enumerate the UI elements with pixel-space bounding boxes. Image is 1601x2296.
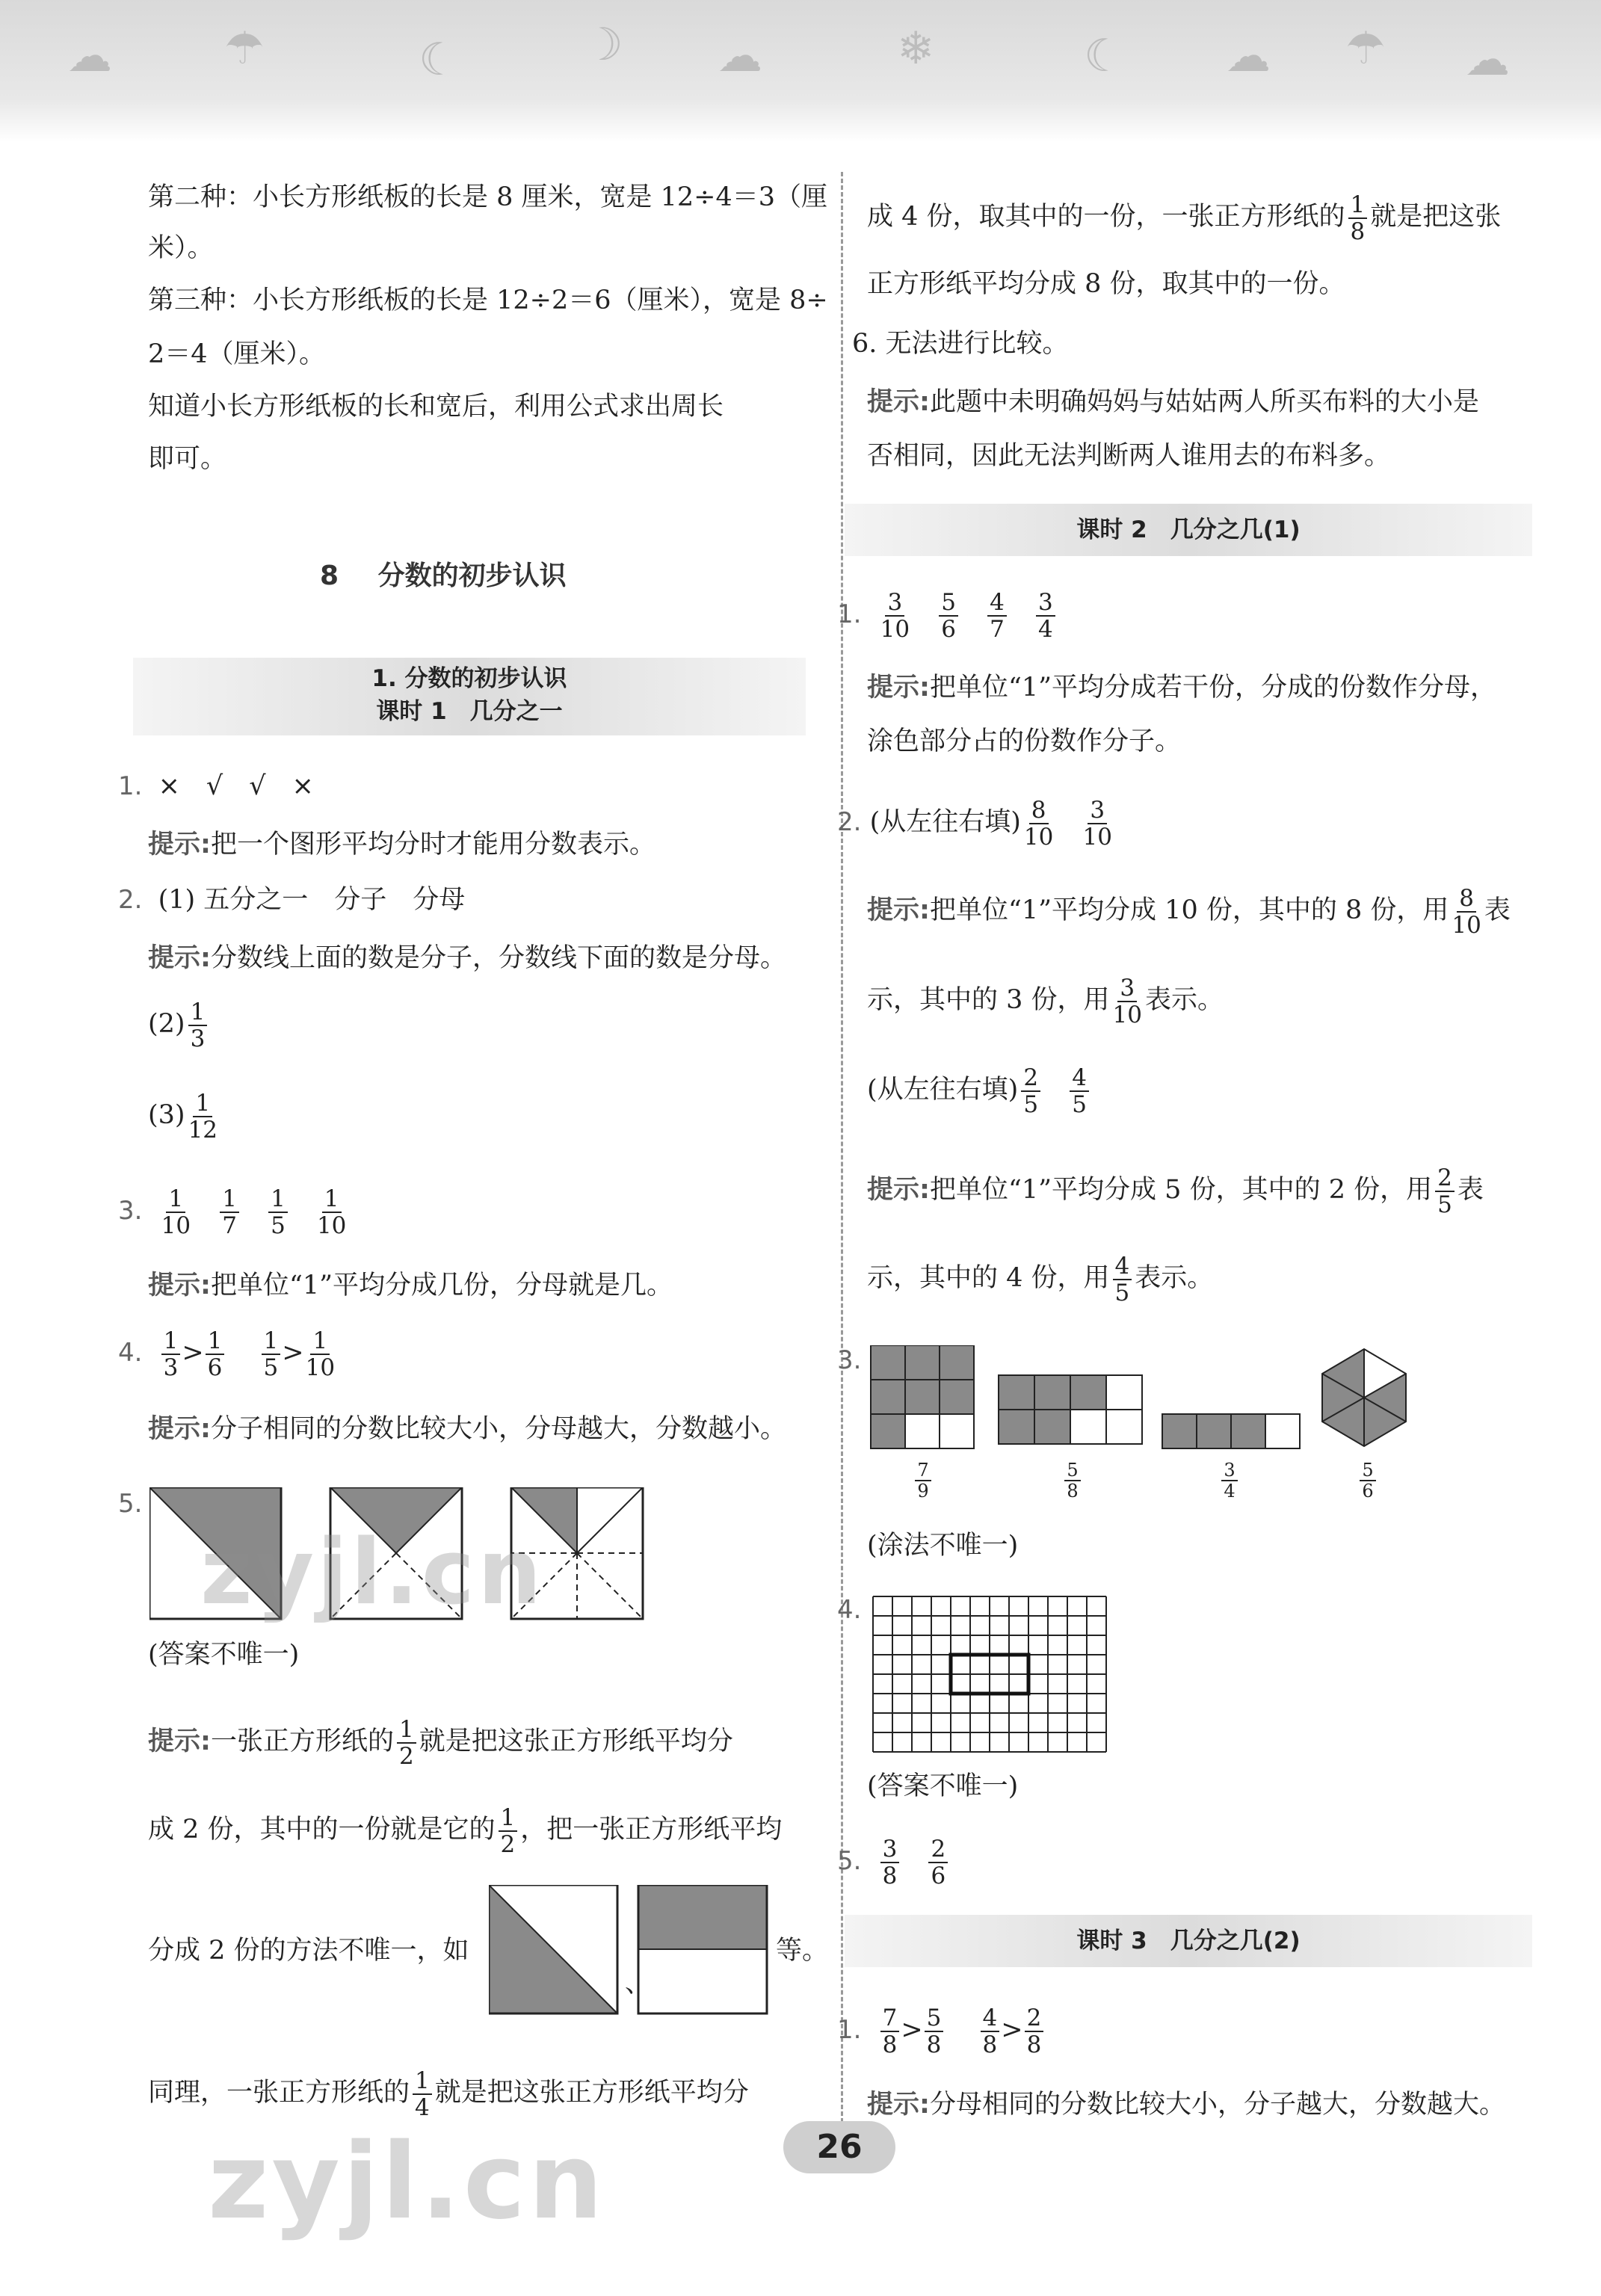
fraction (262, 1328, 281, 1380)
hint-text: 就是把这张正方形纸平均分 (419, 1726, 733, 1756)
numerator: 4 (981, 2005, 1000, 2032)
hint-text: 成 2 份，其中的一份就是它的 (148, 1815, 496, 1845)
numerator: 7 (880, 2005, 900, 2032)
fraction (188, 999, 208, 1052)
answer: × √ √ × (158, 771, 314, 801)
fraction (987, 590, 1007, 642)
denominator: 7 (222, 1212, 237, 1239)
denominator: 6 (1362, 1481, 1374, 1502)
hexagon-figure (1322, 1349, 1406, 1446)
answer-note: (涂法不唯一) (867, 1531, 1019, 1561)
numerator: 7 (915, 1460, 931, 1481)
numerator: 1 (499, 1805, 518, 1832)
numerator: 1 (322, 1186, 342, 1213)
hint-text: 同理，一张正方形纸的 (148, 2078, 410, 2108)
separator: 、 (625, 1969, 652, 1999)
numerator: 1 (1348, 192, 1368, 219)
denominator: 4 (415, 2093, 430, 2121)
hint-line (867, 880, 1511, 940)
hint-line (148, 828, 655, 861)
denominator: 7 (990, 615, 1005, 643)
numerator: 5 (925, 2005, 944, 2032)
hint-label: 提示: (148, 1271, 211, 1300)
cloud-icon: ☁ (718, 30, 762, 82)
hint-line: 否相同，因此无法判断两人谁用去的布料多。 (867, 441, 1391, 471)
numerator: 3 (1221, 1460, 1237, 1481)
question-4 (837, 1593, 861, 1626)
chapter-number: 8 (320, 561, 339, 591)
hint-text: 把单位“1”平均分成若干份，分成的份数作分母， (930, 673, 1497, 703)
question-1 (837, 2000, 1054, 2060)
denominator: 10 (305, 1354, 336, 1381)
hint-text: 把单位“1”平均分成 10 份，其中的 8 份，用 (930, 895, 1449, 925)
watermark: zyjl.cn (208, 2121, 606, 2243)
fraction (1435, 1165, 1455, 1218)
hint-line (148, 1269, 673, 1302)
question-number: 1. (837, 2015, 862, 2045)
greater-than: > (901, 2015, 923, 2045)
fraction (413, 2068, 432, 2120)
question-2 (118, 883, 465, 916)
denominator: 10 (880, 615, 910, 643)
hint-text: 示，其中的 3 份，用 (867, 985, 1110, 1015)
text-line (867, 187, 1501, 247)
hint-line (867, 671, 1496, 704)
hint-line: 涂色部分占的份数作分子。 (867, 726, 1182, 756)
grid-3x3-figure (871, 1345, 974, 1448)
denominator: 6 (931, 1862, 946, 1889)
grid-2x4-figure (999, 1375, 1142, 1444)
question-1 (118, 770, 314, 803)
numerator: 4 (1113, 1253, 1132, 1280)
denominator: 8 (926, 2031, 942, 2058)
fraction (1348, 192, 1368, 244)
denominator: 5 (1023, 1090, 1039, 1118)
fraction (1452, 886, 1481, 938)
hint-label: 提示: (867, 1175, 930, 1205)
answer-prefix: (从左往右填) (869, 807, 1021, 837)
denominator: 8 (1350, 217, 1366, 245)
answer: (1) 五分之一 分子 分母 (158, 885, 466, 915)
denominator: 8 (982, 2031, 998, 2058)
denominator: 8 (882, 2031, 898, 2058)
moon-icon: ☾ (419, 34, 459, 86)
sub-number: (3) (148, 1100, 185, 1130)
fraction (880, 2005, 900, 2058)
numerator: 2 (1435, 1165, 1455, 1192)
numerator: 1 (206, 1328, 225, 1355)
hint-label: 提示: (148, 830, 211, 860)
answer-note: (答案不唯一) (867, 1771, 1019, 1801)
cloud-icon: ☁ (67, 30, 112, 82)
section-title: 1. 分数的初步认识 (371, 665, 567, 692)
numerator: 1 (413, 2068, 432, 2095)
hint-line (148, 1413, 786, 1445)
figure-caption (901, 1460, 946, 1501)
numerator: 1 (268, 1186, 288, 1213)
numerator: 1 (161, 1328, 181, 1355)
hint-label: 提示: (867, 895, 930, 925)
page-number: 26 (783, 2121, 895, 2173)
text-line: 即可。 (148, 444, 227, 474)
question-3 (837, 1344, 861, 1377)
fraction (925, 2005, 944, 2058)
denominator: 8 (882, 1862, 898, 1889)
question-number: 1. (118, 771, 143, 801)
numerator: 2 (928, 1836, 948, 1863)
question-5 (118, 1487, 142, 1520)
column-divider (841, 172, 843, 2123)
numerator: 1 (220, 1186, 239, 1213)
fraction (880, 590, 910, 642)
numerator: 8 (1457, 886, 1476, 913)
fraction-shading-figures (867, 1345, 1465, 1457)
hint-line (867, 386, 1479, 419)
hint-text: 就是把这张正方形纸平均分 (434, 2078, 749, 2108)
denominator: 10 (1452, 911, 1481, 939)
snow-icon: ❄ (897, 22, 935, 75)
chapter-title: 分数的初步认识 (377, 561, 567, 591)
numerator: 1 (193, 1090, 212, 1117)
numerator: 1 (188, 999, 208, 1026)
question-number: 3. (837, 1345, 862, 1375)
denominator: 10 (1023, 823, 1054, 851)
fraction (220, 1186, 239, 1238)
hint-text: 一张正方形纸的 (211, 1726, 395, 1756)
fraction (1024, 797, 1053, 850)
moon-icon: ☾ (1084, 30, 1124, 82)
denominator: 5 (1437, 1191, 1452, 1218)
hint-line (867, 1248, 1213, 1308)
numerator: 2 (1021, 1065, 1040, 1092)
fraction (1025, 2005, 1044, 2058)
hint-label: 提示: (148, 1414, 211, 1444)
question-2 (837, 792, 1123, 852)
text-line: 米）。 (148, 233, 214, 263)
header-banner (0, 0, 1601, 142)
numerator: 3 (1088, 797, 1107, 824)
hint-text: 分成 2 份的方法不唯一，如 (148, 1936, 469, 1966)
greater-than: > (282, 1338, 304, 1368)
hint-line (148, 1712, 733, 1771)
hint-text: 分子相同的分数比较大小，分母越大，分数越小。 (211, 1414, 787, 1444)
hint-text: ，把一张正方形纸平均 (520, 1815, 783, 1845)
numerator: 1 (310, 1328, 330, 1355)
denominator: 10 (1082, 823, 1112, 851)
fraction (1113, 1253, 1132, 1306)
fraction (188, 1090, 218, 1143)
section-header-3: 课时 3 几分之几(2) (845, 1915, 1532, 1967)
numerator: 3 (885, 590, 904, 617)
numerator: 2 (1025, 2005, 1044, 2032)
question-4 (118, 1323, 345, 1383)
answer-line (148, 1085, 228, 1145)
fraction (306, 1328, 335, 1380)
fraction (499, 1805, 518, 1857)
cloud-icon: ☁ (1465, 34, 1510, 86)
hint-text: 分母相同的分数比较大小，分子越大，分数越大。 (930, 2090, 1506, 2120)
numerator: 3 (1117, 975, 1137, 1002)
section-subtitle: 课时 1 几分之一 (376, 698, 563, 725)
text: 成 4 份，取其中的一份，一张正方形纸的 (867, 202, 1345, 232)
moon-icon: ☽ (583, 19, 623, 71)
fraction (161, 1186, 191, 1238)
fraction (1064, 1460, 1080, 1501)
question-5 (837, 1831, 958, 1891)
question-number: 1. (837, 599, 862, 629)
numerator: 1 (262, 1328, 281, 1355)
hint-text: 表示。 (1144, 985, 1224, 1015)
fraction (1021, 1065, 1040, 1117)
strip-1x4-figure (1162, 1414, 1300, 1448)
fraction (317, 1186, 346, 1238)
greater-than: > (182, 1338, 204, 1368)
denominator: 10 (316, 1212, 347, 1239)
hint-text: 示，其中的 4 份，用 (867, 1263, 1110, 1293)
figure-caption (1050, 1460, 1095, 1501)
fraction (206, 1328, 225, 1380)
text-line: 2＝4（厘米）。 (148, 339, 326, 369)
figure-caption (1345, 1460, 1390, 1501)
text-line: 第三种：小长方形纸板的长是 12÷2＝6（厘米），宽是 8÷ (148, 286, 828, 315)
question-3 (118, 1181, 357, 1241)
numerator: 3 (880, 1836, 900, 1863)
section-header (133, 658, 806, 735)
figure-caption (1207, 1460, 1252, 1501)
numerator: 3 (1036, 590, 1055, 617)
numerator: 4 (987, 590, 1007, 617)
hint-label: 提示: (867, 673, 930, 703)
fraction (1083, 797, 1112, 850)
question-number: 5. (118, 1489, 143, 1519)
fraction (1036, 590, 1055, 642)
fraction (981, 2005, 1000, 2058)
question-number: 5. (837, 1846, 862, 1876)
fraction (1113, 975, 1142, 1028)
numerator: 8 (1029, 797, 1049, 824)
denominator: 4 (1037, 615, 1053, 643)
question-number: 2. (837, 807, 862, 837)
watermark: zyjl.cn (200, 1521, 545, 1625)
denominator: 4 (1224, 1481, 1236, 1502)
denominator: 5 (1072, 1090, 1087, 1118)
hint-text: 表 (1484, 895, 1511, 925)
denominator: 5 (1114, 1279, 1130, 1306)
answer-note: (答案不唯一) (148, 1640, 300, 1670)
denominator: 2 (399, 1742, 414, 1770)
hint-label: 提示: (867, 2090, 930, 2120)
fraction (1360, 1460, 1375, 1501)
answer-line (148, 994, 218, 1054)
question-number: 4. (118, 1338, 143, 1368)
hint-line (867, 970, 1224, 1030)
hint-label: 提示: (148, 1726, 211, 1756)
hint-text: 把单位“1”平均分成 5 份，其中的 2 份，用 (930, 1175, 1433, 1205)
hint-text: 分数线上面的数是分子，分数线下面的数是分母。 (211, 943, 787, 973)
text: 就是把这张 (1370, 202, 1502, 232)
text-line: 正方形纸平均分成 8 份，取其中的一份。 (867, 269, 1345, 299)
section-header-2: 课时 2 几分之几(1) (845, 504, 1532, 556)
question-1 (837, 584, 1066, 644)
answer-line (867, 1060, 1099, 1120)
numerator: 1 (397, 1717, 416, 1744)
fraction (1221, 1460, 1237, 1501)
fraction (928, 1836, 948, 1889)
numerator: 4 (1070, 1065, 1089, 1092)
denominator: 9 (917, 1481, 929, 1502)
denominator: 2 (500, 1830, 516, 1858)
denominator: 3 (190, 1025, 206, 1052)
hint-line (148, 1934, 469, 1967)
hint-line (148, 2063, 749, 2123)
sub-number: (2) (148, 1009, 185, 1039)
rain-cloud-icon: ☂ (224, 22, 265, 75)
question-6: 6. 无法进行比较。 (852, 329, 1069, 359)
question-number: 3. (118, 1196, 143, 1226)
fraction (1070, 1065, 1089, 1117)
hint-line (148, 1800, 782, 1860)
text-line: 知道小长方形纸板的长和宽后，利用公式求出周长 (148, 392, 724, 422)
denominator: 12 (188, 1116, 218, 1144)
greater-than: > (1001, 2015, 1023, 2045)
chapter-heading (320, 555, 567, 593)
hint-text: 表示。 (1135, 1263, 1214, 1293)
text-line: 第二种：小长方形纸板的长是 8 厘米，宽是 12÷4＝3（厘 (148, 182, 828, 212)
numerator: 5 (1064, 1460, 1080, 1481)
fraction (880, 1836, 900, 1889)
hint-label: 提示: (148, 943, 211, 973)
rain-cloud-icon: ☂ (1345, 22, 1386, 75)
fraction (397, 1717, 416, 1769)
fraction (939, 590, 958, 642)
hint-line (867, 2088, 1505, 2121)
question-number: 2. (118, 885, 143, 915)
denominator: 6 (941, 615, 956, 643)
diagonal-half-square (489, 1885, 617, 2013)
numerator: 1 (166, 1186, 185, 1213)
numerator: 5 (1360, 1460, 1375, 1481)
hint-text: 把一个图形平均分时才能用分数表示。 (211, 830, 656, 860)
denominator: 10 (1112, 1001, 1142, 1028)
fraction (268, 1186, 288, 1238)
hint-line (867, 1160, 1484, 1220)
square-grid-figure (872, 1595, 1118, 1759)
denominator: 8 (1026, 2031, 1042, 2058)
hint-text: 此题中未明确妈妈与姑姑两人所买布料的大小是 (930, 387, 1480, 417)
denominator: 10 (161, 1212, 191, 1239)
denominator: 5 (263, 1354, 279, 1381)
fraction (161, 1328, 181, 1380)
denominator: 8 (1067, 1481, 1079, 1502)
hint-text: 等。 (776, 1936, 829, 1966)
question-number: 4. (837, 1595, 862, 1625)
hint-text: 把单位“1”平均分成几份，分母就是几。 (211, 1271, 673, 1300)
horizontal-half-square (638, 1885, 767, 2013)
fraction (915, 1460, 931, 1501)
hint-label: 提示: (867, 387, 930, 417)
hint-text: 表 (1457, 1175, 1484, 1205)
hint-line (148, 942, 786, 975)
numerator: 5 (939, 590, 958, 617)
answer-prefix: (从左往右填) (867, 1075, 1019, 1105)
cloud-icon: ☁ (1226, 30, 1271, 82)
denominator: 3 (163, 1354, 179, 1381)
denominator: 6 (207, 1354, 223, 1381)
denominator: 5 (271, 1212, 286, 1239)
